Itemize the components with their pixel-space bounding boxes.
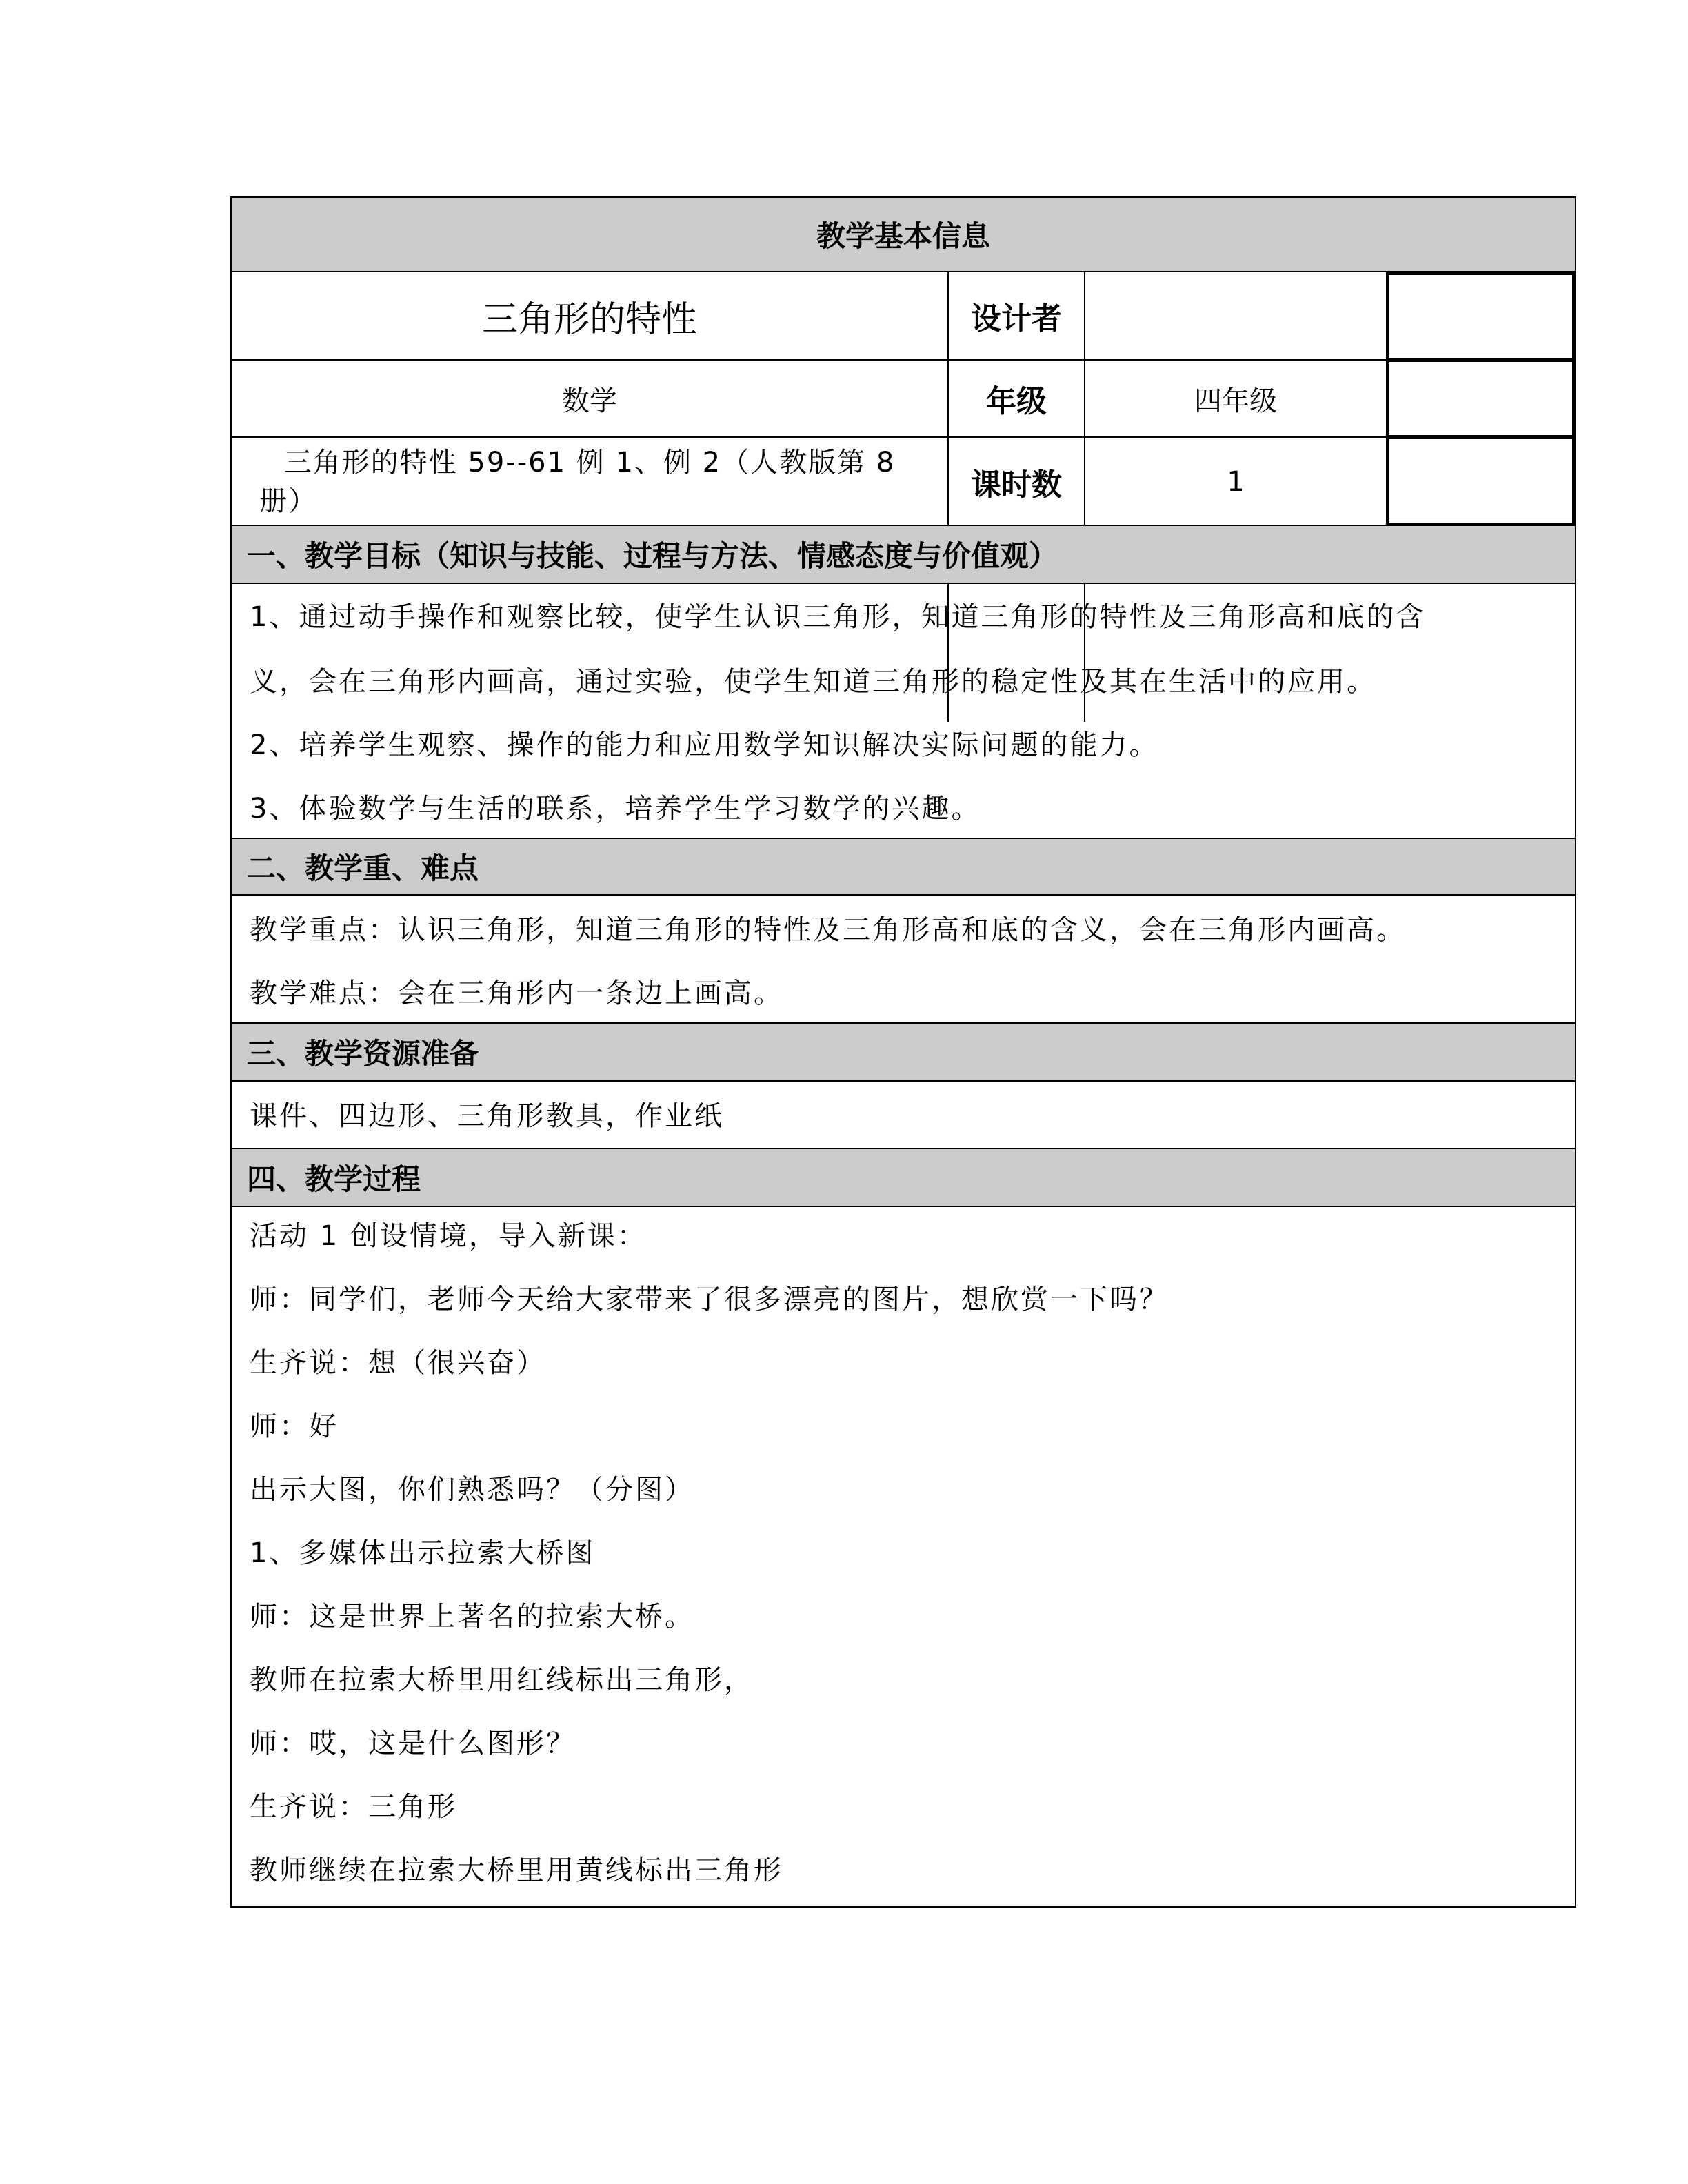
objective-line: 义，会在三角形内画高，通过实验，使学生知道三角形的稳定性及其在生活中的应用。 (250, 666, 1376, 698)
grade-label: 年级 (986, 384, 1047, 419)
empty-cell-box (1386, 359, 1575, 438)
periods-value-cell (1085, 438, 1386, 526)
process-line: 教师继续在拉索大桥里用黄线标出三角形 (250, 1854, 783, 1886)
section-header-objectives (232, 525, 1575, 584)
lesson-plan-table (230, 196, 1576, 1908)
designer-label-cell (949, 272, 1084, 359)
process-line: 出示大图，你们熟悉吗？（分图） (250, 1474, 694, 1506)
process-line: 生齐说：想（很兴奋） (250, 1347, 546, 1379)
process-line: 生齐说：三角形 (250, 1791, 457, 1823)
periods-value: 1 (1227, 466, 1245, 498)
subject-cell (232, 361, 947, 436)
content-line: 三角形的特性 59--61 例 1、例 2（人教版第 8 (283, 447, 896, 478)
content-line: 册） (259, 485, 317, 517)
section-title: 一、教学目标（知识与技能、过程与方法、情感态度与价值观） (247, 539, 1058, 573)
process-line: 师：好 (250, 1410, 339, 1442)
designer-label: 设计者 (971, 301, 1062, 336)
designer-value-cell (1085, 272, 1386, 359)
objective-line: 1、通过动手操作和观察比较，使学生认识三角形，知道三角形的特性及三角形高和底的含 (250, 601, 1426, 633)
grade-value: 四年级 (1194, 385, 1277, 417)
periods-label: 课时数 (971, 467, 1062, 503)
empty-cell-box (1386, 272, 1575, 361)
table-title-text: 教学基本信息 (816, 219, 990, 253)
grade-value-cell (1085, 361, 1386, 436)
empty-cell-box (1386, 436, 1575, 526)
topic-text: 三角形的特性 (481, 299, 697, 341)
section-header-process (232, 1148, 1575, 1207)
objective-line: 3、体验数学与生活的联系，培养学生学习数学的兴趣。 (250, 793, 981, 825)
table-title (232, 198, 1575, 272)
subject-text: 数学 (562, 385, 617, 417)
section-title: 四、教学过程 (247, 1162, 421, 1196)
topic-cell (232, 272, 947, 359)
section-header-resources (232, 1022, 1575, 1082)
section-header-key-points (232, 838, 1575, 896)
section-title: 三、教学资源准备 (247, 1037, 479, 1071)
key-point-line: 教学难点：会在三角形内一条边上画高。 (250, 978, 783, 1009)
resource-line: 课件、四边形、三角形教具，作业纸 (250, 1100, 724, 1132)
objective-line: 2、培养学生观察、操作的能力和应用数学知识解决实际问题的能力。 (250, 729, 1159, 761)
key-point-line: 教学重点：认识三角形，知道三角形的特性及三角形高和底的含义，会在三角形内画高。 (250, 914, 1406, 946)
process-line: 师：哎，这是什么图形？ (250, 1728, 576, 1759)
process-line: 1、多媒体出示拉索大桥图 (250, 1537, 596, 1569)
content-cell (232, 438, 947, 526)
process-line: 教师在拉索大桥里用红线标出三角形， (250, 1664, 754, 1696)
process-line: 活动 1 创设情境，导入新课： (250, 1220, 647, 1252)
section-title: 二、教学重、难点 (247, 851, 479, 885)
process-line: 师：同学们，老师今天给大家带来了很多漂亮的图片，想欣赏一下吗？ (250, 1284, 1169, 1315)
process-line: 师：这是世界上著名的拉索大桥。 (250, 1601, 694, 1632)
grade-label-cell (949, 361, 1084, 436)
periods-label-cell (949, 438, 1084, 526)
